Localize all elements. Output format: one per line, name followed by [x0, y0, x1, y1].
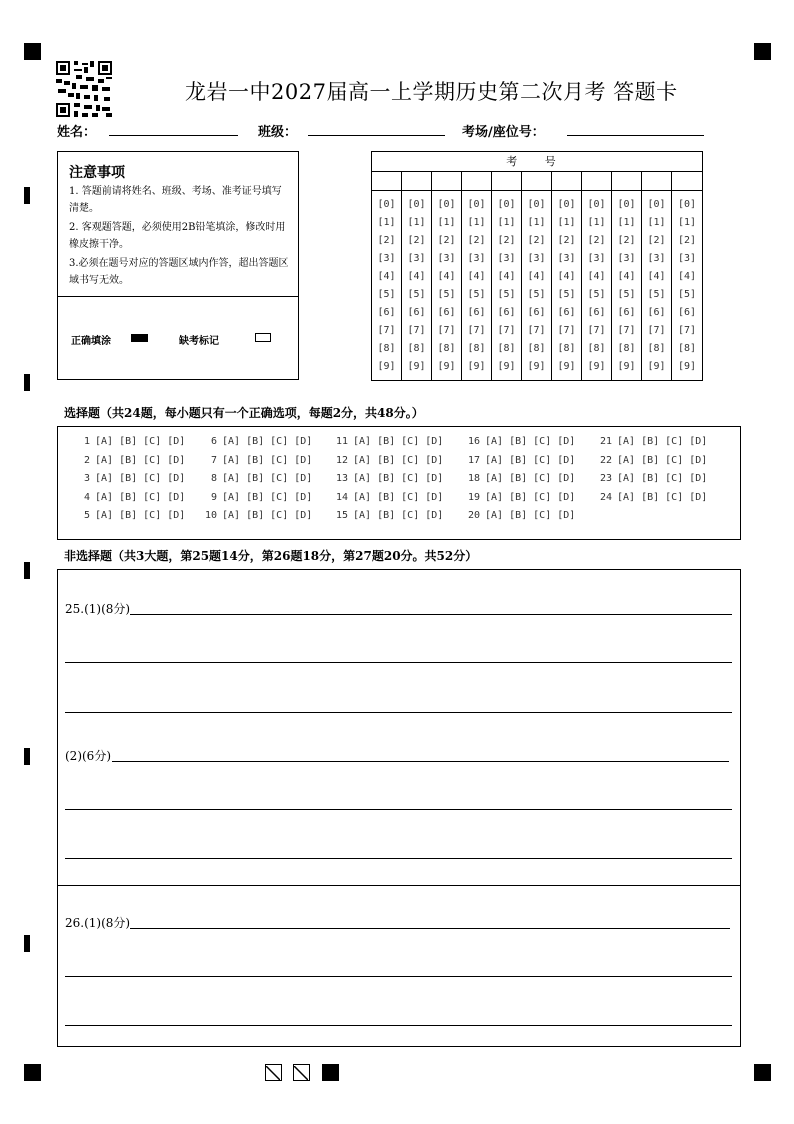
room-seat-field[interactable]: [567, 135, 704, 136]
exam-id-digit-bubble[interactable]: [2]: [617, 235, 636, 246]
question-number: 9: [210, 491, 217, 503]
choice-question: [334, 492, 443, 503]
answer-options[interactable]: [A] [B] [C] [D]: [353, 436, 444, 447]
choice-question: [203, 492, 312, 503]
exam-id-column: [612, 171, 642, 380]
exam-id-digit-bubble[interactable]: [6]: [527, 307, 546, 318]
answer-options[interactable]: [A] [B] [C] [D]: [485, 436, 576, 447]
exam-id-column: [642, 171, 672, 380]
question-number: 23: [599, 473, 612, 484]
exam-id-digit-bubble[interactable]: [4]: [527, 271, 546, 282]
answer-options[interactable]: [A] [B] [C] [D]: [617, 454, 708, 466]
exam-id-digit-bubble[interactable]: [9]: [677, 361, 697, 372]
exam-id-digit-bubble[interactable]: [7]: [647, 325, 666, 336]
answer-line[interactable]: [65, 858, 732, 859]
exam-id-column: [462, 171, 492, 380]
exam-id-digit-bubble[interactable]: [8]: [377, 343, 396, 354]
absent-mark-label: 缺考标记: [179, 336, 219, 347]
page-mark-slashed: [265, 1064, 282, 1081]
choice-section-title: 选择题（共24题，每小题只有一个正确选项，每题2分，共48分。）: [64, 406, 424, 420]
exam-id-digit-bubble[interactable]: [2]: [467, 235, 486, 246]
exam-id-digit-bubble[interactable]: [3]: [467, 253, 486, 264]
answer-line[interactable]: [65, 976, 732, 977]
exam-id-column: [552, 171, 582, 380]
question-number: 10: [204, 510, 217, 521]
notice-rule: 1. 答题前请将姓名、班级、考场、准考证号填写清楚。: [69, 186, 282, 214]
divider: [58, 885, 740, 886]
page-mark-slashed: [293, 1064, 310, 1081]
exam-id-column: [492, 171, 522, 380]
exam-id-write-cell[interactable]: [402, 171, 431, 191]
exam-id-digit-bubble[interactable]: [9]: [587, 361, 606, 372]
answer-line[interactable]: [65, 1025, 732, 1026]
choice-question: [598, 455, 707, 466]
exam-id-digit-bubble[interactable]: [4]: [437, 271, 456, 282]
exam-id-digit-bubble[interactable]: [5]: [527, 289, 546, 300]
essay-answer-area: [57, 569, 741, 1047]
question-number: 15: [335, 510, 348, 521]
choice-question: [203, 455, 312, 466]
exam-id-digit-bubble[interactable]: [3]: [617, 253, 636, 264]
exam-id-digit-bubble[interactable]: [4]: [647, 271, 666, 282]
exam-id-digit-bubble[interactable]: [7]: [407, 325, 426, 336]
choice-question: [203, 436, 312, 447]
exam-id-column: [672, 171, 702, 380]
choice-question: [334, 473, 443, 484]
exam-id-digit-bubble[interactable]: [4]: [617, 271, 636, 282]
question-number: 13: [335, 473, 348, 484]
answer-options[interactable]: [A] [B] [C] [D]: [353, 473, 444, 484]
exam-id-digit-bubble[interactable]: [7]: [587, 325, 606, 336]
exam-id-column: [402, 171, 432, 380]
exam-id-digit-bubble[interactable]: [3]: [647, 253, 666, 264]
exam-id-digit-bubble[interactable]: [6]: [467, 307, 486, 318]
exam-id-digit-bubble[interactable]: [6]: [407, 307, 426, 318]
answer-options[interactable]: [A] [B] [C] [D]: [617, 491, 708, 503]
exam-id-digit-bubble[interactable]: [1]: [677, 217, 697, 228]
exam-id-digit-bubble[interactable]: [2]: [497, 235, 516, 246]
answer-options[interactable]: [A] [B] [C] [D]: [95, 454, 186, 466]
exam-id-digit-bubble[interactable]: [1]: [407, 217, 426, 228]
answer-options[interactable]: [A] [B] [C] [D]: [485, 454, 576, 466]
answer-options[interactable]: [A] [B] [C] [D]: [222, 473, 313, 484]
question-number: 1: [83, 436, 90, 447]
exam-id-digit-bubble[interactable]: [7]: [377, 325, 396, 336]
choice-question: [466, 473, 575, 484]
exam-id-write-cell[interactable]: [432, 171, 461, 191]
notice-rule: 3.必须在题号对应的答题区域内作答，超出答题区域书写无效。: [69, 258, 289, 286]
exam-id-digit-bubble[interactable]: [7]: [497, 325, 516, 336]
question-25-2-label: (2)(6分): [65, 749, 111, 763]
exam-id-digit-bubble[interactable]: [0]: [407, 199, 426, 210]
timing-mark: [24, 748, 30, 765]
exam-id-digit-bubble[interactable]: [0]: [377, 199, 396, 210]
choice-question: [466, 455, 575, 466]
answer-options[interactable]: [A] [B] [C] [D]: [485, 510, 576, 521]
exam-id-digit-bubble[interactable]: [8]: [677, 343, 697, 354]
exam-id-write-cell[interactable]: [372, 171, 401, 191]
exam-id-digit-bubble[interactable]: [9]: [377, 361, 396, 372]
question-26-1-label: 26.(1)(8分): [65, 916, 131, 930]
question-number: 16: [467, 436, 480, 447]
timing-mark: [24, 187, 30, 204]
exam-id-digit-bubble[interactable]: [9]: [497, 361, 516, 372]
exam-id-heading: 考 号: [372, 152, 702, 172]
exam-id-digit-bubble[interactable]: [6]: [557, 307, 576, 318]
choice-question: [76, 510, 185, 521]
class-label: 班级：: [258, 125, 298, 140]
exam-id-digit-bubble[interactable]: [4]: [407, 271, 426, 282]
exam-id-digit-bubble[interactable]: [9]: [437, 361, 456, 372]
exam-id-digit-bubble[interactable]: [5]: [557, 289, 576, 300]
registration-mark-bottom-left: [24, 1064, 41, 1081]
question-number: 5: [83, 510, 90, 521]
name-field[interactable]: [109, 135, 238, 136]
exam-id-digit-bubble[interactable]: [8]: [557, 343, 576, 354]
exam-id-digit-bubble[interactable]: [0]: [617, 199, 636, 210]
exam-id-digit-bubble[interactable]: [7]: [467, 325, 486, 336]
exam-id-digit-bubble[interactable]: [4]: [677, 271, 697, 282]
exam-id-digit-bubble[interactable]: [8]: [497, 343, 516, 354]
choice-question: [334, 510, 443, 521]
essay-section-title: 非选择题（共3大题，第25题14分，第26题18分，第27题20分。共52分）: [64, 549, 478, 563]
exam-id-digit-bubble[interactable]: [4]: [557, 271, 576, 282]
answer-line[interactable]: [130, 928, 730, 929]
question-number: 20: [467, 510, 480, 521]
exam-id-digit-bubble[interactable]: [1]: [527, 217, 546, 228]
exam-id-digit-bubble[interactable]: [8]: [647, 343, 666, 354]
exam-id-write-cell[interactable]: [672, 171, 702, 191]
timing-mark: [24, 374, 30, 391]
choice-question: [598, 492, 707, 503]
notice-box: [57, 151, 299, 380]
exam-id-digit-bubble[interactable]: [6]: [377, 307, 396, 318]
exam-id-digit-bubble[interactable]: [9]: [557, 361, 576, 372]
notice-heading: 注意事项: [69, 165, 125, 181]
exam-id-digit-bubble[interactable]: [3]: [677, 253, 697, 264]
exam-id-column: [582, 171, 612, 380]
exam-id-digit-bubble[interactable]: [3]: [437, 253, 456, 264]
exam-id-digit-bubble[interactable]: [1]: [467, 217, 486, 228]
choice-question: [334, 436, 443, 447]
exam-id-digit-bubble[interactable]: [0]: [437, 199, 456, 210]
choice-question: [466, 510, 575, 521]
answer-options[interactable]: [A] [B] [C] [D]: [222, 510, 313, 521]
exam-id-digit-bubble[interactable]: [0]: [527, 199, 546, 210]
exam-id-column: [432, 171, 462, 380]
exam-id-digit-bubble[interactable]: [8]: [587, 343, 606, 354]
exam-id-digit-bubble[interactable]: [1]: [647, 217, 666, 228]
question-number: 21: [599, 436, 612, 447]
exam-id-digit-bubble[interactable]: [4]: [467, 271, 486, 282]
exam-id-column: [372, 171, 402, 380]
choice-question: [598, 436, 707, 447]
exam-id-write-cell[interactable]: [492, 171, 521, 191]
choice-question: [76, 492, 185, 503]
exam-id-write-cell[interactable]: [462, 171, 491, 191]
exam-id-digit-bubble[interactable]: [1]: [497, 217, 516, 228]
answer-options[interactable]: [A] [B] [C] [D]: [222, 491, 313, 503]
exam-id-digit-bubble[interactable]: [9]: [617, 361, 636, 372]
timing-mark: [24, 935, 30, 952]
choice-question: [598, 473, 707, 484]
question-number: 24: [599, 491, 612, 503]
exam-id-column: [522, 171, 552, 380]
answer-line[interactable]: [112, 761, 729, 762]
exam-id-digit-bubble[interactable]: [2]: [557, 235, 576, 246]
timing-mark: [24, 562, 30, 579]
answer-line[interactable]: [65, 662, 732, 663]
exam-id-digit-bubble[interactable]: [6]: [617, 307, 636, 318]
registration-mark-top-left: [24, 43, 41, 60]
exam-id-digit-bubble[interactable]: [8]: [407, 343, 426, 354]
answer-options[interactable]: [A] [B] [C] [D]: [617, 473, 708, 484]
exam-id-digit-bubble[interactable]: [9]: [647, 361, 666, 372]
exam-id-digit-bubble[interactable]: [6]: [647, 307, 666, 318]
exam-id-digit-bubble[interactable]: [5]: [587, 289, 606, 300]
question-25-1-label: 25.(1)(8分): [65, 602, 131, 616]
answer-options[interactable]: [A] [B] [C] [D]: [95, 436, 186, 447]
exam-id-digit-bubble[interactable]: [1]: [587, 217, 606, 228]
exam-id-digit-bubble[interactable]: [9]: [407, 361, 426, 372]
exam-id-digit-bubble[interactable]: [2]: [647, 235, 666, 246]
question-number: 8: [210, 473, 217, 484]
exam-id-digit-bubble[interactable]: [6]: [437, 307, 456, 318]
registration-mark-bottom-right: [754, 1064, 771, 1081]
exam-id-digit-bubble[interactable]: [2]: [377, 235, 396, 246]
exam-id-digit-bubble[interactable]: [2]: [677, 235, 697, 246]
exam-id-digit-bubble[interactable]: [7]: [557, 325, 576, 336]
exam-id-digit-bubble[interactable]: [7]: [437, 325, 456, 336]
choice-question: [334, 455, 443, 466]
answer-options[interactable]: [A] [B] [C] [D]: [353, 491, 444, 503]
answer-options[interactable]: [A] [B] [C] [D]: [353, 510, 444, 521]
exam-id-digit-bubble[interactable]: [9]: [467, 361, 486, 372]
exam-id-digit-bubble[interactable]: [3]: [497, 253, 516, 264]
choice-question: [76, 455, 185, 466]
answer-options[interactable]: [A] [B] [C] [D]: [353, 454, 444, 466]
name-label: 姓名：: [57, 125, 97, 140]
exam-id-digit-bubble[interactable]: [0]: [647, 199, 666, 210]
exam-id-digit-bubble[interactable]: [5]: [377, 289, 396, 300]
answer-options[interactable]: [A] [B] [C] [D]: [222, 454, 313, 466]
correct-fill-sample: [131, 334, 148, 342]
exam-id-digit-bubble[interactable]: [1]: [617, 217, 636, 228]
choice-question: [203, 473, 312, 484]
question-number: 12: [335, 454, 348, 466]
question-number: 11: [335, 436, 348, 447]
exam-id-write-cell[interactable]: [582, 171, 611, 191]
question-number: 6: [210, 436, 217, 447]
exam-id-digit-bubble[interactable]: [2]: [587, 235, 606, 246]
exam-id-digit-bubble[interactable]: [9]: [527, 361, 546, 372]
exam-id-digit-bubble[interactable]: [7]: [677, 325, 697, 336]
notice-rule: 2. 客观题答题，必须使用2B铅笔填涂，修改时用橡皮擦干净。: [69, 222, 286, 250]
answer-line[interactable]: [65, 712, 732, 713]
choice-question: [76, 473, 185, 484]
question-number: 19: [467, 491, 480, 503]
absent-mark-box[interactable]: [255, 333, 271, 342]
exam-id-digit-bubble[interactable]: [0]: [677, 199, 697, 210]
exam-id-digit-bubble[interactable]: [3]: [557, 253, 576, 264]
answer-options[interactable]: [A] [B] [C] [D]: [95, 491, 186, 503]
question-number: 7: [210, 454, 217, 466]
exam-id-digit-bubble[interactable]: [5]: [647, 289, 666, 300]
exam-id-digit-bubble[interactable]: [0]: [587, 199, 606, 210]
question-number: 4: [83, 491, 90, 503]
exam-id-digit-bubble[interactable]: [7]: [617, 325, 636, 336]
exam-id-digit-bubble[interactable]: [8]: [617, 343, 636, 354]
exam-id-digit-bubble[interactable]: [1]: [557, 217, 576, 228]
exam-id-write-cell[interactable]: [552, 171, 581, 191]
page-mark-filled: [322, 1064, 339, 1081]
page-title: 龙岩一中2027届高一上学期历史第二次月考 答题卡: [185, 80, 678, 104]
exam-id-digit-bubble[interactable]: [0]: [467, 199, 486, 210]
question-number: 17: [467, 454, 480, 466]
choice-answer-area: [57, 426, 741, 540]
exam-id-digit-bubble[interactable]: [1]: [377, 217, 396, 228]
exam-id-digit-bubble[interactable]: [8]: [467, 343, 486, 354]
answer-line[interactable]: [130, 614, 732, 615]
registration-mark-top-right: [754, 43, 771, 60]
answer-line[interactable]: [65, 809, 732, 810]
question-number: 2: [83, 454, 90, 466]
question-number: 18: [467, 473, 480, 484]
answer-options[interactable]: [A] [B] [C] [D]: [485, 491, 576, 503]
exam-id-digit-bubble[interactable]: [6]: [587, 307, 606, 318]
exam-id-digit-bubble[interactable]: [1]: [437, 217, 456, 228]
exam-id-digit-bubble[interactable]: [4]: [377, 271, 396, 282]
exam-id-write-cell[interactable]: [522, 171, 551, 191]
qr-code-icon: [56, 61, 112, 117]
divider: [58, 296, 298, 297]
exam-id-digit-bubble[interactable]: [5]: [407, 289, 426, 300]
correct-fill-label: 正确填涂: [71, 336, 111, 347]
question-number: 14: [335, 491, 348, 503]
choice-question: [466, 492, 575, 503]
question-number: 3: [83, 473, 90, 484]
exam-id-digit-bubble[interactable]: [5]: [617, 289, 636, 300]
answer-options[interactable]: [A] [B] [C] [D]: [222, 436, 313, 447]
answer-options[interactable]: [A] [B] [C] [D]: [95, 473, 186, 484]
exam-id-digit-bubble[interactable]: [4]: [587, 271, 606, 282]
exam-id-digit-bubble[interactable]: [5]: [497, 289, 516, 300]
answer-options[interactable]: [A] [B] [C] [D]: [95, 510, 186, 521]
class-field[interactable]: [308, 135, 445, 136]
exam-id-digit-bubble[interactable]: [0]: [497, 199, 516, 210]
choice-question: [466, 436, 575, 447]
exam-id-write-cell[interactable]: [612, 171, 641, 191]
answer-options[interactable]: [A] [B] [C] [D]: [485, 473, 576, 484]
exam-id-digit-bubble[interactable]: [0]: [557, 199, 576, 210]
exam-id-grid: [371, 151, 703, 381]
exam-id-digit-bubble[interactable]: [8]: [527, 343, 546, 354]
exam-id-digit-bubble[interactable]: [6]: [497, 307, 516, 318]
exam-id-digit-bubble[interactable]: [5]: [467, 289, 486, 300]
choice-question: [76, 436, 185, 447]
exam-id-digit-bubble[interactable]: [4]: [497, 271, 516, 282]
exam-id-digit-bubble[interactable]: [5]: [677, 289, 697, 300]
exam-id-digit-bubble[interactable]: [3]: [527, 253, 546, 264]
exam-id-digit-bubble[interactable]: [5]: [437, 289, 456, 300]
exam-id-digit-bubble[interactable]: [3]: [377, 253, 396, 264]
exam-id-digit-bubble[interactable]: [7]: [527, 325, 546, 336]
exam-id-write-cell[interactable]: [642, 171, 671, 191]
exam-id-digit-bubble[interactable]: [2]: [437, 235, 456, 246]
exam-id-digit-bubble[interactable]: [2]: [527, 235, 546, 246]
exam-id-digit-bubble[interactable]: [3]: [407, 253, 426, 264]
exam-id-digit-bubble[interactable]: [8]: [437, 343, 456, 354]
exam-id-digit-bubble[interactable]: [6]: [677, 307, 697, 318]
answer-options[interactable]: [A] [B] [C] [D]: [617, 436, 708, 447]
question-number: 22: [599, 454, 612, 466]
exam-id-digit-bubble[interactable]: [2]: [407, 235, 426, 246]
choice-question: [203, 510, 312, 521]
room-seat-label: 考场/座位号：: [462, 125, 545, 140]
exam-id-digit-bubble[interactable]: [3]: [587, 253, 606, 264]
